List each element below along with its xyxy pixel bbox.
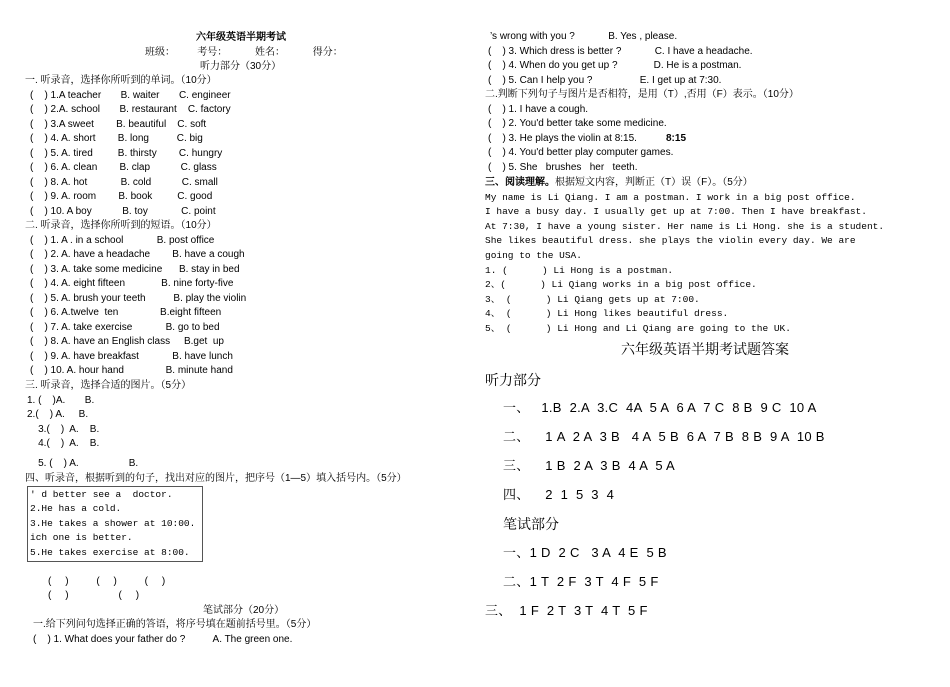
passage-line: She likes beautiful dress. she plays the violin every day. We are [485, 235, 856, 246]
list-item: ( ) 5. Can I help you ? E. I get up at 7:30. [488, 75, 722, 86]
reading-section-title [485, 176, 753, 190]
box-line: 5.He takes exercise at 8:00. [30, 547, 190, 558]
list-item: ( ) 2. You'd better take some medicine. [488, 118, 667, 129]
answer-key-title: 六年级英语半期考试题答案 [621, 343, 789, 358]
list-item: ( ) 7. A. take exercise B. go to bed [30, 322, 220, 333]
list-item: 4、 ( ) Li Hong likes beautiful dress. [485, 308, 729, 319]
list-item: ( ) 6. A. clean B. clap C. glass [30, 162, 217, 173]
reading-title-rest: 根据短文内容，判断正（T）误（F）。（5分） [555, 177, 753, 188]
list-item: ( ) 5. A. brush your teeth B. play the violin [30, 293, 247, 304]
list-item: ( ) 3. A. take some medicine B. stay in bed [30, 264, 240, 275]
written-section-header: 笔试部分（20分） [203, 605, 285, 616]
passage-line: At 7:30, I have a young sister. Her name is Li Hong. she is a student. [485, 221, 885, 232]
list-item: 2、( ) Li Qiang works in a big post office. [485, 279, 757, 290]
answer-line: 三、 1 F 2 T 3 T 4 T 5 F [485, 603, 648, 618]
passage-line: I have a busy day. I usually get up at 7:00. Then I have breakfast. [485, 206, 867, 217]
list-item: ( ) 3. Which dress is better ? C. I have a headache. [488, 46, 753, 57]
written-section-1-title: 一.给下列问句选择正确的答语，将序号填在题前括号里。（5分） [33, 619, 317, 630]
list-item: ( ) 5. She brushes her teeth. [488, 162, 638, 173]
box-line: 2.He has a cold. [30, 503, 122, 514]
list-item: ( ) 10. A. hour hand B. minute hand [30, 365, 233, 376]
list-item: ( ) 9. A. room B. book C. good [30, 191, 213, 202]
answer-line: 三、 1 B 2 A 3 B 4 A 5 A [503, 458, 676, 473]
list-item: 2.( ) A. B. [27, 409, 89, 420]
list-item: ( ) 8. A. have an English class B.get up [30, 336, 224, 347]
list-item: 3.( ) A. B. [27, 424, 100, 435]
box-line: 3.He takes a shower at 10:00. [30, 518, 196, 529]
section-3-title: 三. 听录音，选择合适的图片。（5分） [25, 380, 192, 391]
written-part-label: 笔试部分 [503, 516, 559, 532]
student-info-line: 班级： 考号： 姓名： 得分： [145, 47, 343, 58]
list-item: ( ) 1.A teacher B. waiter C. engineer [30, 90, 231, 101]
list-item: ( ) 5. A. tired B. thirsty C. hungry [30, 148, 223, 159]
list-item: ( ) 8. A. hot B. cold C. small [30, 177, 218, 188]
listening-part-label: 听力部分 [485, 372, 541, 388]
section-2-title: 二. 听录音，选择你所听到的短语。（10分） [25, 220, 217, 231]
answer-line: 一、 1.B 2.A 3.C 4A 5 A 6 A 7 C 8 B 9 C 10 A [503, 400, 817, 415]
answer-line: 二、1 T 2 F 3 T 4 F 5 F [503, 574, 659, 589]
list-item: 5. ( ) A. B. [27, 458, 139, 469]
exam-title: 六年级英语半期考试 [196, 32, 286, 43]
list-item: ( ) 3. He plays the violin at 8:15. [488, 133, 637, 144]
list-item: ( ) 1. A . in a school B. post office [30, 235, 215, 246]
written-section-2-title: 二.判断下列句子与图片是否相符，是用（T）,否用（F）表示。（10分） [485, 89, 799, 100]
list-item: ( ) 1. What does your father do ? A. The green one. [33, 634, 293, 645]
answer-brackets-row: ( ) ( ) [48, 590, 140, 601]
passage-line: going to the USA. [485, 250, 582, 261]
list-item: ( ) 4. You'd better play computer games. [488, 147, 674, 158]
answer-brackets-row: ( ) ( ) ( ) [48, 576, 166, 587]
list-item: 1. ( ) Li Hong is a postman. [485, 265, 674, 276]
section-1-title: 一. 听录音，选择你所听到的单词。（10分） [25, 75, 217, 86]
list-item: 1. ( )A. B. [27, 395, 95, 406]
passage-line: My name is Li Qiang. I am a postman. I work in a big post office. [485, 192, 856, 203]
list-item: ( ) 2.A. school B. restaurant C. factory [30, 104, 231, 115]
list-item: 5、 ( ) Li Hong and Li Qiang are going to the UK. [485, 323, 791, 334]
box-line: ' d better see a doctor. [30, 489, 173, 500]
list-item: ( ) 3.A sweet B. beautiful C. soft [30, 119, 207, 130]
listening-section-header: 听力部分（30分） [200, 61, 282, 72]
list-item: 4.( ) A. B. [27, 438, 100, 449]
list-item: ( ) 2. A. have a headache B. have a cough [30, 249, 245, 260]
reading-title-bold: 三、阅读理解。 [485, 177, 555, 188]
list-item: ( ) 9. A. have breakfast B. have lunch [30, 351, 233, 362]
list-item: ’s wrong with you ? B. Yes , please. [490, 31, 678, 42]
list-item: ( ) 4. A. eight fifteen B. nine forty-five [30, 278, 234, 289]
answer-line: 二、 1 A 2 A 3 B 4 A 5 B 6 A 7 B 8 B 9 A 10 B [503, 429, 825, 444]
list-item: ( ) 1. I have a cough. [488, 104, 589, 115]
clock-label: 8:15 [666, 133, 687, 144]
list-item: ( ) 10. A boy B. toy C. point [30, 206, 216, 217]
list-item: ( ) 4. When do you get up ? D. He is a postman. [488, 60, 742, 71]
list-item: ( ) 6. A.twelve ten B.eight fifteen [30, 307, 222, 318]
section-4-title: 四、听录音，根据听到的句子，找出对应的图片，把序号（1—5）填入括号内。（5分） [25, 473, 407, 484]
answer-line: 四、 2 1 5 3 4 [503, 487, 615, 502]
box-line: ich one is better. [30, 532, 133, 543]
answer-line: 一、1 D 2 C 3 A 4 E 5 B [503, 545, 667, 560]
list-item: ( ) 4. A. short B. long C. big [30, 133, 203, 144]
list-item: 3、 ( ) Li Qiang gets up at 7:00. [485, 294, 700, 305]
